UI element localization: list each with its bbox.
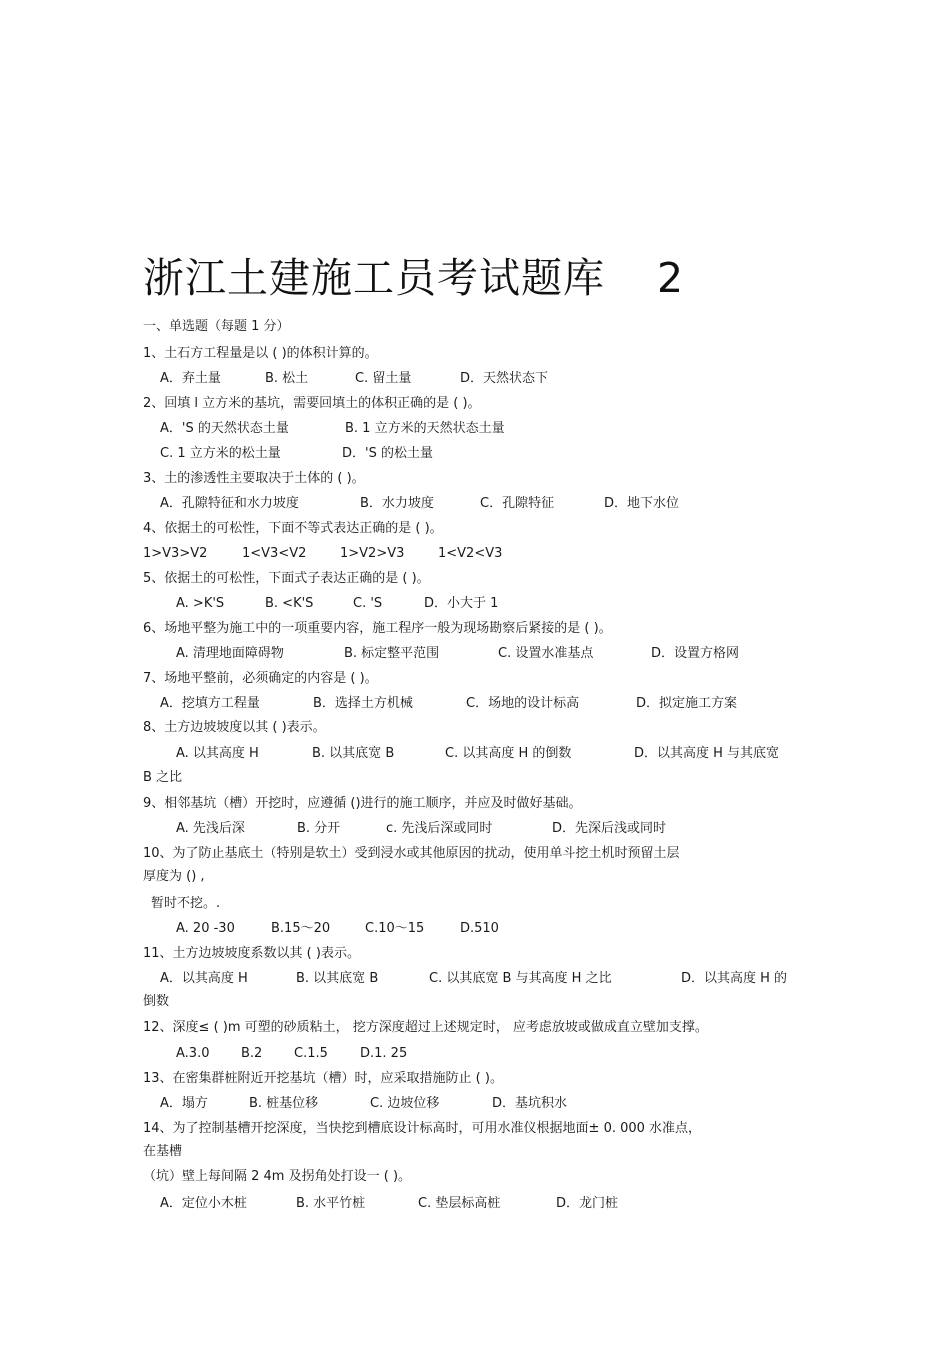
option-d: D．先深后浅或同时: [552, 821, 667, 836]
option-a: A．塌方: [160, 1096, 208, 1111]
option-c: C.10～15: [365, 921, 425, 936]
option-a: A．'S 的天然状态土量: [160, 421, 289, 436]
option-b: B．选择土方机械: [313, 696, 413, 711]
option-d: D.510: [460, 921, 499, 936]
question-stem: 12、深度≤ ( )m 可塑的砂质粘土， 挖方深度超过上述规定时， 应考虑放坡或做成直立壁加支撑。: [143, 1020, 708, 1035]
option-d: D．以其高度 H 与其底宽: [634, 746, 780, 761]
option-b: B. 以其底宽 B: [296, 971, 379, 986]
option-d: D．'S 的松土量: [342, 446, 433, 461]
option-d: D．天然状态下: [460, 371, 549, 386]
question-stem: 6、场地平整为施工中的一项重要内容，施工程序一般为现场勘察后紧接的是 ( )。: [143, 621, 612, 636]
option-a: A.3.0: [176, 1046, 210, 1061]
question-stem: 9、相邻基坑（槽）开挖时，应遵循 ()进行的施工顺序，并应及时做好基础。: [143, 796, 582, 811]
option-a: A. 20 -30: [176, 921, 235, 936]
option-c: C．场地的设计标高: [466, 696, 580, 711]
question-stem: 14、为了控制基槽开挖深度，当快挖到槽底设计标高时，可用水准仪根据地面± 0. 000 水准点，: [143, 1121, 702, 1136]
option-d: D.1. 25: [360, 1046, 408, 1061]
option-d: D．小大于 1: [424, 596, 499, 611]
title-number: 2: [657, 254, 685, 302]
question-stem: 10、为了防止基底土（特别是软土）受到浸水或其他原因的扰动，使用单斗挖土机时预留土层: [143, 846, 680, 861]
option-d: D．拟定施工方案: [636, 696, 738, 711]
option-d: D．龙门桩: [556, 1196, 619, 1211]
option-b: B. <K'S: [265, 596, 314, 611]
option-a: 1>V3>V2: [143, 546, 208, 561]
line-continuation: 暂时不挖。.: [151, 896, 221, 911]
question-stem: 4、依据土的可松性，下面不等式表达正确的是 ( )。: [143, 521, 443, 536]
line-continuation: 倒数: [143, 994, 170, 1009]
option-b: B. 以其底宽 B: [312, 746, 395, 761]
option-c: C. 设置水准基点: [498, 646, 594, 661]
option-b: B. 标定整平范围: [344, 646, 440, 661]
option-b: B. 水平竹桩: [296, 1196, 366, 1211]
option-c: c. 先浅后深或同时: [386, 821, 493, 836]
option-b: 1<V3<V2: [242, 546, 307, 561]
option-b: B. 桩基位移: [249, 1096, 319, 1111]
option-a: A．弃土量: [160, 371, 221, 386]
option-d: D．以其高度 H 的: [681, 971, 788, 986]
line-continuation: 在基槽: [143, 1144, 183, 1159]
option-c: C. 以其底宽 B 与其高度 H 之比: [429, 971, 612, 986]
option-a: A．定位小木桩: [160, 1196, 247, 1211]
option-b: B. 1 立方米的天然状态土量: [345, 421, 505, 436]
option-a: A. >K'S: [176, 596, 225, 611]
question-stem: 2、回填 l 立方米的基坑，需要回填土的体积正确的是 ( )。: [143, 396, 481, 411]
question-stem: 11、土方边坡坡度系数以其 ( )表示。: [143, 946, 360, 961]
question-stem: 8、土方边坡坡度以其 ( )表示。: [143, 720, 326, 735]
option-d: 1<V2<V3: [438, 546, 503, 561]
option-a: A. 以其高度 H: [176, 746, 259, 761]
option-d: D．基坑积水: [492, 1096, 568, 1111]
option-b: B. 松土: [265, 371, 309, 386]
option-a: A. 清理地面障碍物: [176, 646, 284, 661]
question-stem: 1、土石方工程量是以 ( )的体积计算的。: [143, 346, 378, 361]
question-stem: 7、场地平整前，必须确定的内容是 ( )。: [143, 671, 378, 686]
option-b: B.2: [241, 1046, 263, 1061]
option-a: A．孔隙特征和水力坡度: [160, 496, 299, 511]
title-text: 浙江土建施工员考试题库: [143, 254, 605, 302]
option-c: C. 垫层标高桩: [418, 1196, 501, 1211]
option-c: C.1.5: [294, 1046, 328, 1061]
option-d: D．地下水位: [604, 496, 680, 511]
option-c: C. 留土量: [355, 371, 412, 386]
option-b: B.15～20: [271, 921, 331, 936]
line-continuation: （坑）壁上每间隔 2 4m 及拐角处打设一 ( )。: [143, 1169, 412, 1184]
question-stem: 3、土的渗透性主要取决于土体的 ( )。: [143, 471, 365, 486]
option-a: A. 先浅后深: [176, 821, 245, 836]
option-a: A．以其高度 H: [160, 971, 248, 986]
line-continuation: B 之比: [143, 770, 183, 785]
option-c: C．孔隙特征: [480, 496, 555, 511]
option-c: 1>V2>V3: [340, 546, 405, 561]
option-d: D．设置方格网: [651, 646, 740, 661]
option-c: C. 1 立方米的松土量: [160, 446, 281, 461]
option-a: A．挖填方工程量: [160, 696, 260, 711]
document-title: [143, 252, 684, 304]
question-stem: 13、在密集群桩附近开挖基坑（槽）时，应采取措施防止 ( )。: [143, 1071, 503, 1086]
option-c: C. 以其高度 H 的倒数: [445, 746, 572, 761]
section-heading: 一、单选题（每题 1 分）: [143, 319, 290, 334]
option-c: C. 'S: [353, 596, 383, 611]
option-b: B．水力坡度: [360, 496, 434, 511]
question-stem: 5、依据土的可松性，下面式子表达正确的是 ( )。: [143, 571, 430, 586]
option-b: B. 分开: [297, 821, 341, 836]
option-c: C. 边坡位移: [370, 1096, 440, 1111]
line-continuation: 厚度为 () ,: [143, 869, 205, 884]
